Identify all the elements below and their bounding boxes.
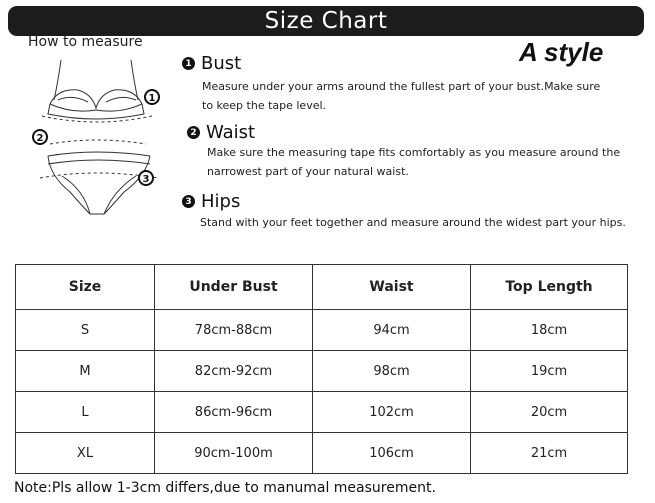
hips-title: Hips	[201, 191, 241, 212]
table-cell: 102cm	[313, 392, 471, 433]
table-cell: 98cm	[313, 351, 471, 392]
table-cell: 20cm	[471, 392, 628, 433]
bust-number-icon: 1	[182, 57, 195, 70]
table-cell: 18cm	[471, 310, 628, 351]
table-cell: 94cm	[313, 310, 471, 351]
style-label: A style	[519, 37, 604, 67]
table-row	[16, 433, 628, 474]
waist-number-icon: 2	[187, 126, 200, 139]
svg-text:2: 2	[36, 133, 44, 144]
measurement-note: Note:Pls allow 1-3cm differs,due to manumal measurement.	[14, 480, 436, 496]
waist-title: Waist	[206, 122, 256, 143]
table-cell: 106cm	[313, 433, 471, 474]
table-cell: L	[16, 392, 155, 433]
waist-section	[187, 122, 620, 181]
bikini-illustration	[28, 52, 168, 222]
svg-text:3: 3	[142, 174, 150, 185]
table-cell: 21cm	[471, 433, 628, 474]
header-waist: Waist	[313, 265, 471, 310]
how-to-measure-label: How to measure	[28, 34, 143, 50]
bust-section	[182, 53, 600, 115]
hips-number-icon: 3	[182, 195, 195, 208]
table-cell: S	[16, 310, 155, 351]
table-cell: 86cm-96cm	[155, 392, 313, 433]
header-size: Size	[16, 265, 155, 310]
title-bar	[8, 6, 644, 36]
svg-text:1: 1	[148, 93, 156, 104]
table-header-row	[16, 265, 628, 310]
table-cell: 82cm-92cm	[155, 351, 313, 392]
figure-marker-1	[145, 90, 159, 104]
hips-section	[182, 191, 626, 232]
table-cell: 78cm-88cm	[155, 310, 313, 351]
table-cell: XL	[16, 433, 155, 474]
table-cell: M	[16, 351, 155, 392]
figure-marker-3	[139, 171, 153, 185]
header-top-length: Top Length	[471, 265, 628, 310]
table-cell: 19cm	[471, 351, 628, 392]
hips-description: Stand with your feet together and measure around the widest part your hips.	[200, 216, 626, 229]
waist-description: Make sure the measuring tape fits comfortably as you measure around the narrowest part of your natural waist.	[207, 146, 621, 178]
bust-title: Bust	[201, 53, 242, 74]
page-title: Size Chart	[264, 8, 388, 34]
size-table	[15, 264, 628, 474]
table-row	[16, 351, 628, 392]
table-row	[16, 310, 628, 351]
figure-marker-2	[33, 130, 47, 144]
table-cell: 90cm-100m	[155, 433, 313, 474]
bust-description: Measure under your arms around the fullest part of your bust.Make sure to keep the tape level.	[202, 80, 601, 112]
header-under-bust: Under Bust	[155, 265, 313, 310]
table-row	[16, 392, 628, 433]
